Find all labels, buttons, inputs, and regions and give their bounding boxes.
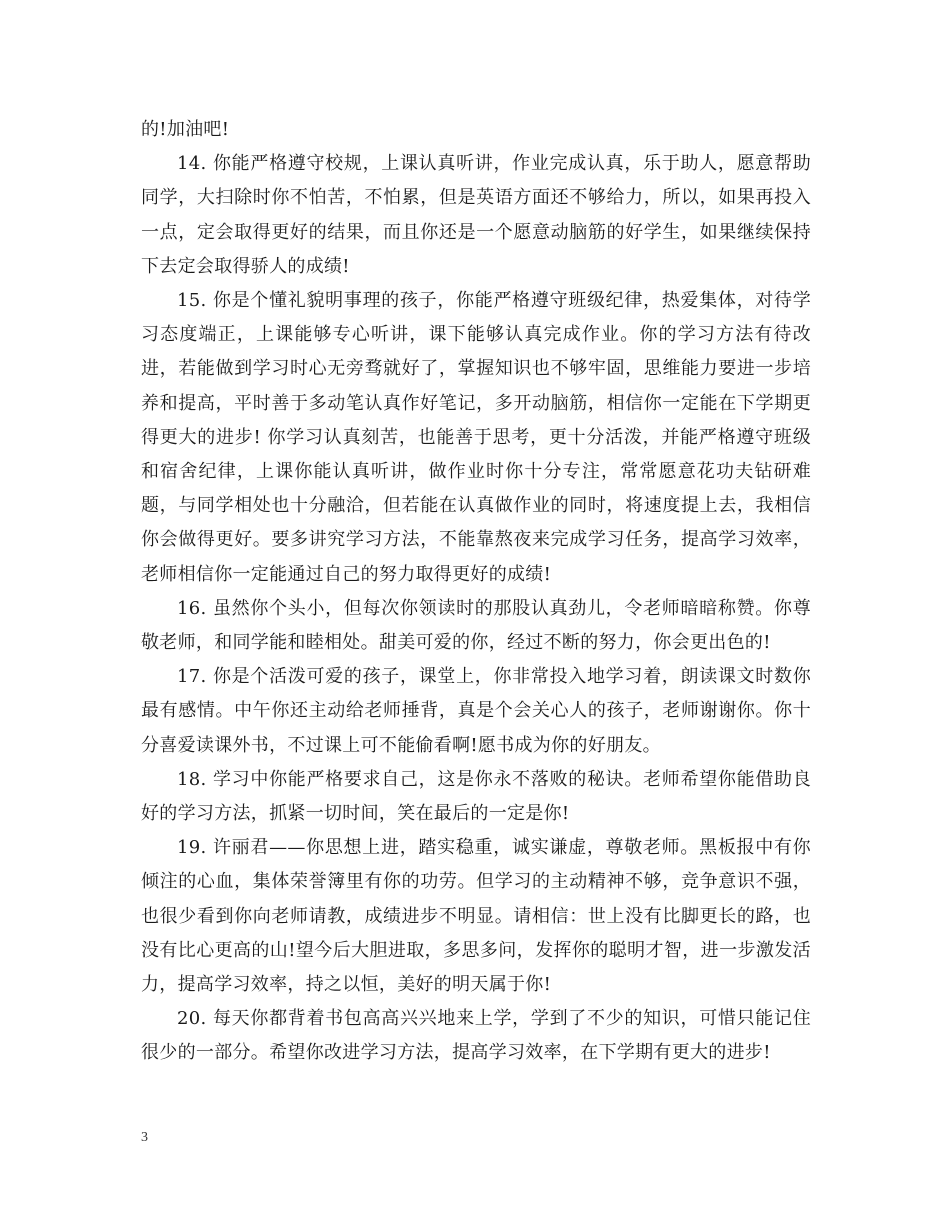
paragraph-text: 你是个懂礼貌明事理的孩子，你能严格遵守班级纪律，热爱集体，对待学习态度端正，上课能够专心听讲，课下能够认真完成作业。你的学习方法有待改进，若能做到学习时心无旁骛就好了，掌握知识也不够牢固，思维能力要进一步培养和提高，平时善于多动笔认真作好笔记，多开动脑筋，相信你一定能在下学期更得更大的进步! 你学习认真刻苦，也能善于思考，更十分活泼，并能严格遵守班级和宿舍纪律，上课你能认真听讲，做作业时你十分专注，常常愿意花功夫钻研难题，与同学相处也十分融洽，但若能在认真做作业的同时，将速度提上去，我相信你会做得更好。要多讲究学习方法，不能靠熬夜来完成学习任务，提高学习效率，老师相信你一定能通过自己的努力取得更好的成绩! — [141, 290, 811, 585]
paragraph-number: 17. — [177, 666, 207, 688]
paragraph-text: 学习中你能严格要求自己，这是你永不落败的秘诀。老师希望你能借助良好的学习方法，抓紧一切时间，笑在最后的一定是你! — [141, 768, 811, 825]
paragraph-17 — [141, 660, 811, 763]
paragraph-16 — [141, 592, 811, 660]
paragraph-text: 的!加油吧! — [141, 119, 230, 140]
paragraph-text: 虽然你个头小，但每次你领读时的那股认真劲儿，令老师暗暗称赞。你尊敬老师，和同学能和睦相处。甜美可爱的你，经过不断的努力，你会更出色的! — [141, 597, 811, 654]
paragraph-20 — [141, 1002, 811, 1070]
paragraph-number: 20. — [177, 1008, 207, 1030]
paragraph-text: 你是个活泼可爱的孩子，课堂上，你非常投入地学习着，朗读课文时数你最有感情。中午你还主动给老师捶背，真是个会关心人的孩子，老师谢谢你。你十分喜爱读课外书，不过课上可不能偷看啊!愿书成为你的好朋友。 — [141, 666, 811, 756]
paragraph-text: 你能严格遵守校规，上课认真听讲，作业完成认真，乐于助人，愿意帮助同学，大扫除时你不怕苦，不怕累，但是英语方面还不够给力，所以，如果再投入一点，定会取得更好的结果，而且你还是一个愿意动脑筋的好学生，如果继续保持下去定会取得骄人的成绩! — [141, 153, 811, 277]
page-number: 3 — [141, 1130, 148, 1145]
paragraph-text: 许丽君——你思想上进，踏实稳重，诚实谦虚，尊敬老师。黑板报中有你倾注的心血，集体荣誉簿里有你的功劳。但学习的主动精神不够，竞争意识不强，也很少看到你向老师请教，成绩进步不明显。请相信：世上没有比脚更长的路，也没有比心更高的山!望今后大胆进取，多思多问，发挥你的聪明才智，进一步激发活力，提高学习效率，持之以恒，美好的明天属于你! — [141, 837, 811, 996]
paragraph-18 — [141, 763, 811, 831]
paragraph-14 — [141, 147, 811, 284]
paragraph-15 — [141, 284, 811, 592]
paragraph-number: 15. — [177, 290, 207, 312]
paragraph-number: 14. — [177, 153, 207, 175]
paragraph-number: 18. — [177, 768, 207, 790]
paragraph-text: 每天你都背着书包高高兴兴地来上学，学到了不少的知识，可惜只能记住很少的一部分。希望你改进学习方法，提高学习效率，在下学期有更大的进步! — [141, 1008, 811, 1064]
paragraph-continued — [141, 113, 811, 147]
paragraph-19 — [141, 831, 811, 1002]
paragraph-number: 16. — [177, 597, 207, 619]
paragraph-number: 19. — [177, 837, 207, 859]
document-body — [141, 113, 811, 1071]
